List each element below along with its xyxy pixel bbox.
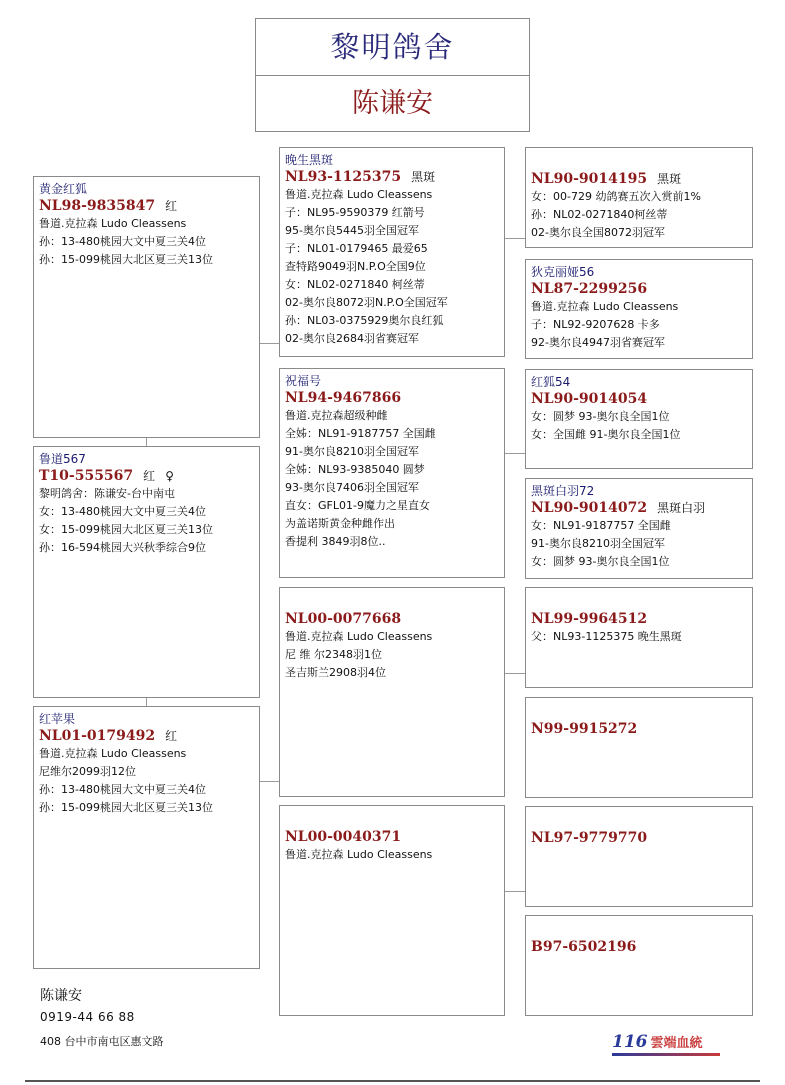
info-line: 鲁道.克拉森 Ludo Cleassens: [285, 188, 433, 201]
bird-name: 晚生黑斑: [285, 153, 334, 167]
footer-owner: 陈谦安: [40, 988, 82, 1004]
pedigree-box-ss: [279, 147, 505, 357]
info-line: 02-奥尔良8072羽N.P.O全国冠军: [285, 296, 448, 309]
pedigree-box-dsd: [525, 697, 753, 798]
ring-number: T10-555567 红 ♀: [39, 468, 174, 484]
bird-color: 红: [165, 199, 178, 213]
info-line: 圣吉斯兰2908羽4位: [285, 666, 386, 679]
info-line: 孙：16-594桃园大兴秋季综合9位: [39, 541, 206, 554]
ring-number: NL87-2299256: [531, 281, 648, 297]
bird-color: 黑斑: [411, 170, 436, 184]
bird-color: 黑斑白羽: [657, 501, 706, 515]
ring-number: N99-9915272: [531, 721, 638, 737]
info-line: 95-奥尔良5445羽全国冠军: [285, 224, 419, 237]
footer-phone: 0919-44 66 88: [40, 1010, 135, 1024]
info-line: 女：NL91-9187757 全国雌: [531, 519, 671, 532]
info-line: 父：NL93-1125375 晚生黑斑: [531, 630, 682, 643]
info-line: 92-奥尔良4947羽省赛冠军: [531, 336, 665, 349]
info-line: 02-奥尔良2684羽省赛冠军: [285, 332, 419, 345]
pedigree-box-dss: [525, 587, 753, 688]
info-line: 孙：15-099桃园大北区夏三关13位: [39, 801, 213, 814]
info-line: 全姊：NL93-9385040 圆梦: [285, 463, 425, 476]
pedigree-box-sss: [525, 147, 753, 248]
connector-dam-ds: [259, 781, 280, 782]
pedigree-box-subject: [33, 446, 260, 698]
ring-number: NL90-9014072 黑斑白羽: [531, 500, 706, 516]
info-line: 93-奥尔良7406羽全国冠军: [285, 481, 419, 494]
bird-name: 黑斑白羽72: [531, 484, 595, 498]
ring-number: NL90-9014195 黑斑: [531, 171, 682, 187]
info-line: 鲁道.克拉森 Ludo Cleassens: [39, 747, 187, 760]
info-line: 女：13-480桃园大文中夏三关4位: [39, 505, 206, 518]
info-line: 子：NL92-9207628 卡多: [531, 318, 660, 331]
pedigree-box-ssd: [525, 259, 753, 359]
footer-address: 408 台中市南屯区惠文路: [40, 1035, 164, 1048]
title-block: [255, 18, 530, 132]
info-line: 91-奥尔良8210羽全国冠军: [285, 445, 419, 458]
info-line: 香提利 3849羽8位..: [285, 535, 386, 548]
info-line: 女：NL02-0271840 柯丝蒂: [285, 278, 425, 291]
ring-number: NL94-9467866: [285, 390, 402, 406]
info-line: 鲁道.克拉森 Ludo Cleassens: [39, 217, 187, 230]
ring-number: NL97-9779770: [531, 830, 648, 846]
info-line: 孙：15-099桃园大北区夏三关13位: [39, 253, 213, 266]
info-line: 女：00-729 幼鸽赛五次入赏前1%: [531, 190, 701, 203]
info-line: 全姊：NL91-9187757 全国雌: [285, 427, 436, 440]
pedigree-box-ddd: [525, 915, 753, 1016]
sex-symbol: ♀: [165, 469, 174, 483]
pedigree-box-sds: [525, 369, 753, 469]
info-line: 鲁道.克拉森超级种雌: [285, 409, 388, 422]
info-line: 02-奥尔良全国8072羽冠军: [531, 226, 665, 239]
bird-name: 狄克丽娅56: [531, 265, 595, 279]
ring-number: B97-6502196: [531, 939, 637, 955]
ring-number: NL00-0077668: [285, 611, 402, 627]
ring-number: NL01-0179492 红: [39, 728, 178, 744]
loft-name: 黎明鸽舍: [256, 19, 529, 76]
info-line: 查特路9049羽N.P.O全国9位: [285, 260, 426, 273]
connector-ss-sss: [504, 238, 525, 239]
info-line: 女：圆梦 93-奥尔良全国1位: [531, 410, 670, 423]
bottom-divider: [25, 1080, 760, 1082]
logo-text: 雲端血統: [650, 1036, 703, 1051]
info-line: 孙：NL03-0375929奥尔良红狐: [285, 314, 444, 327]
info-line: 鲁道.克拉森 Ludo Cleassens: [285, 848, 433, 861]
info-line: 尼 维 尔2348羽1位: [285, 648, 382, 661]
pedigree-box-sd: [279, 368, 505, 578]
info-line: 孙：13-480桃园大文中夏三关4位: [39, 783, 206, 796]
logo-underline: [612, 1053, 720, 1056]
ring-number: NL90-9014054: [531, 391, 648, 407]
info-line: 鲁道.克拉森 Ludo Cleassens: [531, 300, 679, 313]
bird-color: 红: [165, 729, 178, 743]
pedigree-box-ds: [279, 587, 505, 797]
pedigree-box-dds: [525, 806, 753, 907]
connector-sd-sds: [504, 453, 525, 454]
ring-number: NL93-1125375 黑斑: [285, 169, 436, 185]
pedigree-box-dd: [279, 805, 505, 1016]
info-line: 为盖诺斯黄金种雌作出: [285, 517, 395, 530]
info-line: 尼维尔2099羽12位: [39, 765, 136, 778]
info-line: 女：圆梦 93-奥尔良全国1位: [531, 555, 670, 568]
bird-color: 黑斑: [657, 172, 682, 186]
bird-name: 红苹果: [39, 712, 76, 726]
bird-color: 红: [143, 469, 156, 483]
brand-logo: [612, 1032, 703, 1052]
bird-name: 红狐54: [531, 375, 571, 389]
pedigree-box-sire: [33, 176, 260, 438]
info-line: 孙：13-480桃园大文中夏三关4位: [39, 235, 206, 248]
info-line: 黎明鸽舍：陈谦安-台中南屯: [39, 487, 175, 500]
owner-name: 陈谦安: [352, 88, 433, 119]
connector-sire-ss: [259, 343, 280, 344]
bird-name: 黄金红狐: [39, 182, 88, 196]
info-line: 鲁道.克拉森 Ludo Cleassens: [285, 630, 433, 643]
connector-dd-dds: [504, 891, 525, 892]
info-line: 孙：NL02-0271840柯丝蒂: [531, 208, 668, 221]
ring-number: NL00-0040371: [285, 829, 402, 845]
info-line: 女：15-099桃园大北区夏三关13位: [39, 523, 213, 536]
pedigree-box-sdd: [525, 478, 753, 579]
ring-number: NL98-9835847 红: [39, 198, 178, 214]
info-line: 女：全国雌 91-奥尔良全国1位: [531, 428, 681, 441]
pedigree-box-dam: [33, 706, 260, 969]
bird-name: 祝福号: [285, 374, 322, 388]
logo-number: 116: [612, 1032, 648, 1052]
ring-number: NL99-9964512: [531, 611, 648, 627]
bird-name: 鲁道567: [39, 452, 86, 466]
info-line: 子：NL95-9590379 红箭号: [285, 206, 425, 219]
connector-ds-dss: [504, 673, 525, 674]
info-line: 直女：GFL01-9魔力之星直女: [285, 499, 430, 512]
info-line: 子：NL01-0179465 最爱65: [285, 242, 428, 255]
info-line: 91-奥尔良8210羽全国冠军: [531, 537, 665, 550]
